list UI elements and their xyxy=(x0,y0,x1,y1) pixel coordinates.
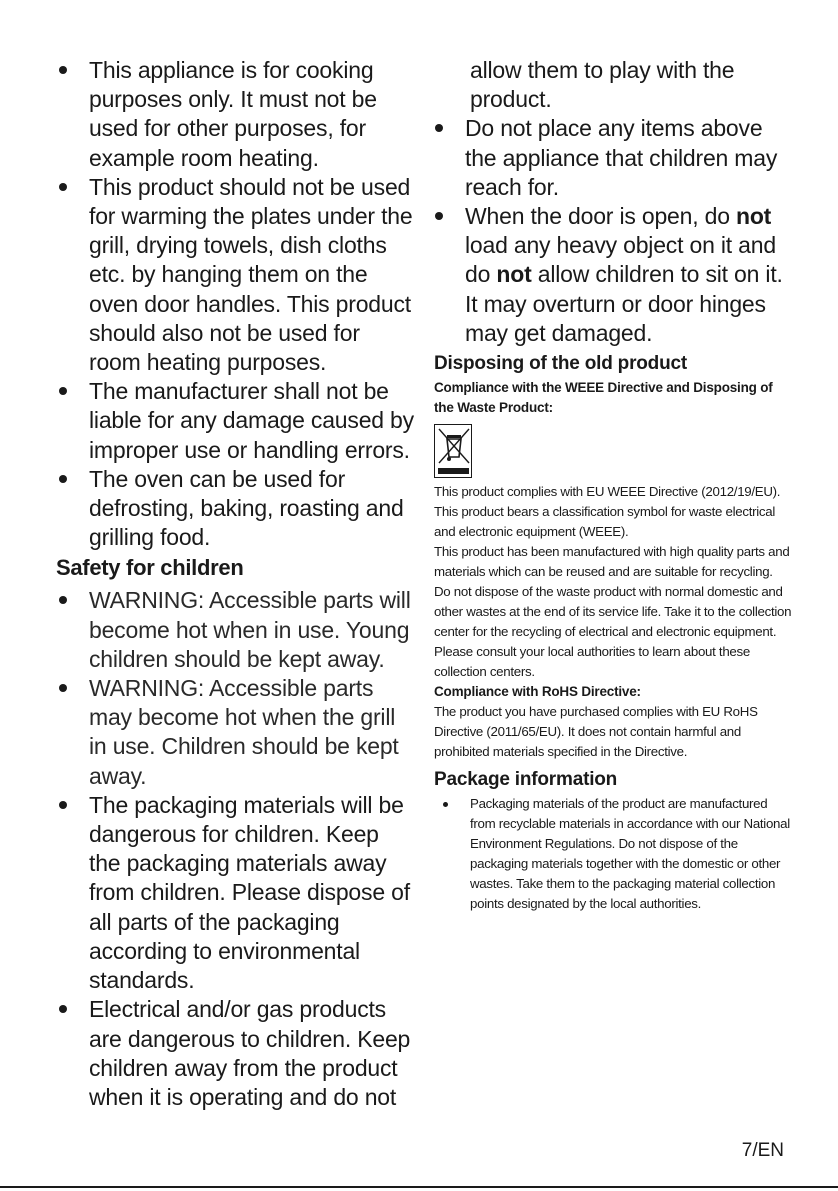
bullet-icon xyxy=(59,387,67,395)
bullet-icon xyxy=(59,183,67,191)
list-item: The manufacturer shall not be liable for any damage caused by improper use or handling errors. xyxy=(56,377,416,465)
rohs-heading: Compliance with RoHS Directive: xyxy=(434,684,641,700)
bullet-icon xyxy=(59,596,67,604)
left-column xyxy=(56,56,416,1112)
list-item: The oven can be used for defrosting, baking, roasting and grilling food. xyxy=(56,465,416,553)
bullet-icon xyxy=(59,684,67,692)
list-item: When the door is open, do not load any heavy object on it and do not allow children to sit on it. It may overturn or door hinges may get damaged. xyxy=(432,202,792,348)
bullet-icon xyxy=(59,801,67,809)
disposing-heading: Disposing of the old product xyxy=(434,353,687,375)
package-bullet-list xyxy=(432,794,792,914)
package-heading: Package information xyxy=(434,769,618,791)
list-item: WARNING: Accessible parts will become hot when in use. Young children should be kept away. xyxy=(56,586,416,674)
bullet-icon xyxy=(435,124,443,132)
list-item: This appliance is for cooking purposes only. It must not be used for other purposes, for example room heating. xyxy=(56,56,416,173)
bottom-divider xyxy=(0,1186,838,1188)
list-item: Electrical and/or gas products are dangerous to children. Keep children away from the product when it is operating and do not xyxy=(56,995,416,1112)
usage-bullet-list xyxy=(56,56,416,552)
bullet-icon xyxy=(435,212,443,220)
bullet-icon xyxy=(59,1005,67,1013)
page-number: 7/EN xyxy=(741,1140,784,1161)
crossed-out-wheelie-bin-icon xyxy=(434,424,472,478)
list-item: Packaging materials of the product are manufactured from recyclable materials in accordance with our National Environment Regulations. Do not dispose of the packaging materials together with the domestic or other wastes. Take them to the packaging material collection points designated by the local authorities. xyxy=(432,794,792,914)
list-item: WARNING: Accessible parts may become hot when the grill in use. Children should be kept away. xyxy=(56,674,416,791)
bullet-icon xyxy=(443,802,448,807)
list-item: The packaging materials will be dangerous for children. Keep the packaging materials away from children. Please dispose of all parts of the packaging according to environmental standards. xyxy=(56,791,416,995)
bullet-icon xyxy=(59,66,67,74)
weee-paragraph-2: This product has been manufactured with high quality parts and materials which can be reused and are suitable for recycling. Do not dispose of the waste product with normal domestic and other wastes at the end of its service life. Take it to the collection center for the recycling of electrical and electronic equipment. Please consult your local authorities to learn about these collection centers. xyxy=(434,544,792,680)
list-item-continuation: allow them to play with the product. xyxy=(470,57,735,113)
right-column xyxy=(432,56,792,914)
bullet-icon xyxy=(59,475,67,483)
safety-heading: Safety for children xyxy=(56,555,244,581)
weee-heading: Compliance with the WEEE Directive and Disposing of the Waste Product: xyxy=(434,380,773,416)
weee-paragraph-1: This product complies with EU WEEE Directive (2012/19/EU). This product bears a classification symbol for waste electrical and electronic equipment (WEEE). xyxy=(434,484,781,540)
children-bullet-list-continued xyxy=(432,56,792,348)
rohs-paragraph: The product you have purchased complies with EU RoHS Directive (2011/65/EU). It does not contain harmful and prohibited materials specified in the Directive. xyxy=(434,704,758,760)
list-item: Do not place any items above the appliance that children may reach for. xyxy=(432,114,792,202)
safety-bullet-list xyxy=(56,586,416,1112)
list-item: This product should not be used for warming the plates under the grill, drying towels, dish cloths etc. by hanging them on the oven door handles. This product should also not be used for room heating purposes. xyxy=(56,173,416,377)
